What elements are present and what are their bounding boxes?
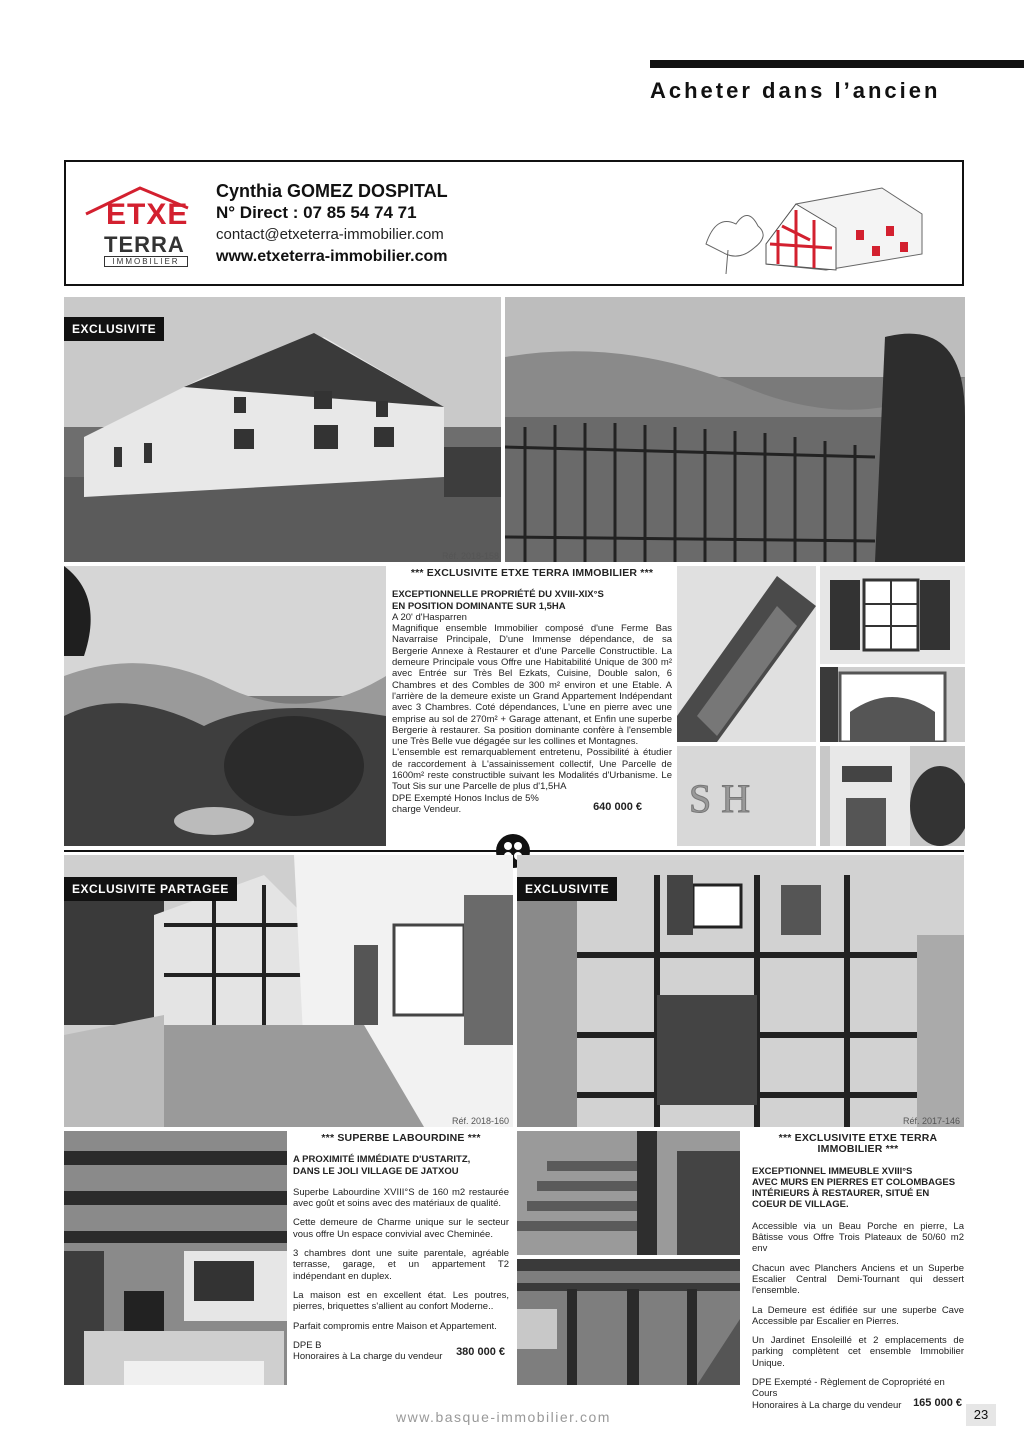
listing-2-subtitle-2: DANS LE JOLI VILLAGE DE JATXOU [293,1165,459,1177]
listing-1-text-2: L'ensemble est remarquablement entretenu, Possibilité à étudier de raccordement à L'assainissement collectif, Une Parcelle de 1600m² reste constructible suivant les Modalités d'Urbanisme. Le Tout Sis sur une Parcelle de plus d'1,5HA [392,747,672,793]
listing-3-text-1: Accessible via un Beau Porche en pierre, La Bâtisse vous Offre Trois Plateaux de 50/60 m2 env [752,1220,964,1255]
agency-contact-box [64,160,964,286]
listing-2-text-4: La maison est en excellent état. Les poutres, pierres, briquettes s'allient au confort Moderne.. [293,1289,509,1313]
logo-word-terra: TERRA [104,232,185,257]
listing-2-description [293,1133,509,1362]
listing-1-view-photo [505,297,965,562]
listing-3-subtitle-1: EXCEPTIONNEL IMMEUBLE XVIII°S [752,1165,913,1177]
house-sketch-icon [686,174,946,278]
listing-3-floor-photo [517,1259,740,1385]
listing-1-detail-photo-window [820,566,965,664]
listing-1-description [392,568,672,815]
listing-2-text-1: Superbe Labourdine XVIII°S de 160 m2 restaurée avec goût et soins avec des matériaux de qualité. [293,1186,509,1210]
listing-1-badge: EXCLUSIVITE [64,317,164,341]
listing-1-detail-photo-balcony [820,746,965,846]
listing-1-detail-photo-carving [677,746,816,846]
listing-2-main-photo [64,855,513,1127]
listing-2-fee: Honoraires à La charge du vendeur [293,1351,443,1363]
agency-contact [216,180,448,268]
header-rule [650,60,1024,68]
listing-3-subtitle-2: AVEC MURS EN PIERRES ET COLOMBAGES INTÉRIEURS À RESTAURER, SITUÉ EN COEUR DE VILLAGE. [752,1176,956,1211]
listing-1-header: *** EXCLUSIVITE ETXE TERRA IMMOBILIER *** [410,567,654,579]
listing-2-interior-photo [64,1131,287,1385]
listing-1-subtitle-1: EXCEPTIONNELLE PROPRIÉTÉ DU XVIII-XIX°S [392,589,604,601]
listing-3-dpe: DPE Exempté - Règlement de Copropriété en Cours [752,1377,945,1400]
listing-1-detail-photo-arch [820,667,965,742]
logo-word-immobilier: IMMOBILIER [104,256,188,267]
section-title: Acheter dans l’ancien [650,78,941,103]
listing-1-text-1: Magnifique ensemble Immobilier composé d'une Ferme Bas Navarraise Principale, D'une Immense dépendance, de sa Bergerie Annexe à Restaurer et d'une Parcelle Constructible. La demeure Principale vous Offre une Habitabilité Unique de 300 m² avec Entrée sur Très Bel Ezkats, Cuisine, Double salon, 6 Chambres et des Combles de 300 m² environ et une Etable. A l'arrière de la demeure existe un Grand Appartement Indépendant avec 3 Chambres. Coté dépendances, L'une en pierre avec une emprise au sol de 270m² + Garage attenant, et Enfin une superbe Bergerie à restaurer. Sa position dominante confère à l'ensemble une Très Belle vue dégagée sur les collines et Montagnes. [392,623,672,748]
listing-2-price-row [293,1346,509,1363]
listing-2-text-3: 3 chambres dont une suite parentale, agréable terrasse, garage, et un appartement T2 indépendant en duplex. [293,1248,509,1282]
agent-name: Cynthia GOMEZ DOSPITAL [216,181,448,201]
listing-1-garden-photo [64,566,386,846]
listing-2-badge: EXCLUSIVITE PARTAGEE [64,877,237,901]
listing-2-text-5: Parfait compromis entre Maison et Appartement. [293,1320,497,1332]
agent-email-link[interactable]: contact@etxeterra-immobilier.com [216,226,444,243]
listing-3-staircase-photo [517,1131,740,1255]
footer-url[interactable]: www.basque-immobilier.com [396,1409,611,1425]
listing-2-subtitle-1: A PROXIMITÉ IMMÉDIATE D'USTARITZ, [293,1154,471,1166]
agency-website-link[interactable]: www.etxeterra-immobilier.com [216,248,448,265]
listing-1-price: 640 000 € [593,800,642,813]
listing-1-ref: Réf. 2018-158 [441,551,499,561]
listing-2-ref: Réf. 2018-160 [451,1116,509,1126]
listing-3-description [752,1133,964,1411]
listing-3-text-2: Chacun avec Planchers Anciens et un Superbe Escalier Central Demi-Tournant qui dessert l'ensemble. [752,1262,964,1297]
listing-3-price-row [752,1396,964,1411]
listing-1-subtitle-2: EN POSITION DOMINANTE SUR 1,5HA [392,600,566,612]
listing-3-text-4: Un Jardinet Ensoleillé et 2 emplacements de parking complètent cet ensemble Immobilier Unique. [752,1335,964,1369]
listing-3-fee: Honoraires à La charge du vendeur [752,1399,902,1411]
listing-1-main-photo [64,297,501,562]
svg-text:S H: S H [689,776,751,821]
listing-3-price: 165 000 € [913,1396,962,1409]
listing-2-dpe: DPE B [293,1339,322,1351]
listing-2-price: 380 000 € [456,1346,505,1359]
listing-3-ref: Réf. 2017-146 [902,1116,960,1126]
listing-3-main-photo [517,855,964,1127]
listing-1-fee: charge Vendeur. [392,803,462,815]
page-number: 23 [966,1404,996,1426]
listing-2-header: *** SUPERBE LABOURDINE *** [321,1132,481,1144]
agency-logo [84,184,190,270]
agent-phone[interactable]: N° Direct : 07 85 54 74 71 [216,203,417,222]
listing-1-price-row [392,800,672,815]
listing-1-dpe: DPE Exempté Honos Inclus de 5% [392,792,539,804]
listing-2-text-2: Cette demeure de Charme unique sur le secteur vous offre Un espace convivial avec Cheminée. [293,1217,509,1240]
listing-1-detail-photo-roof [677,566,816,742]
logo-word-etxe: ETXE [106,198,189,231]
listing-3-text-3: La Demeure est édifiée sur une superbe Cave Accessible par Escalier en Pierres. [752,1304,964,1327]
listing-3-badge: EXCLUSIVITE [517,877,617,901]
listing-1-location: A 20' d'Hasparren [392,611,467,623]
listing-3-header: *** EXCLUSIVITE ETXE TERRA IMMOBILIER *** [778,1132,938,1156]
